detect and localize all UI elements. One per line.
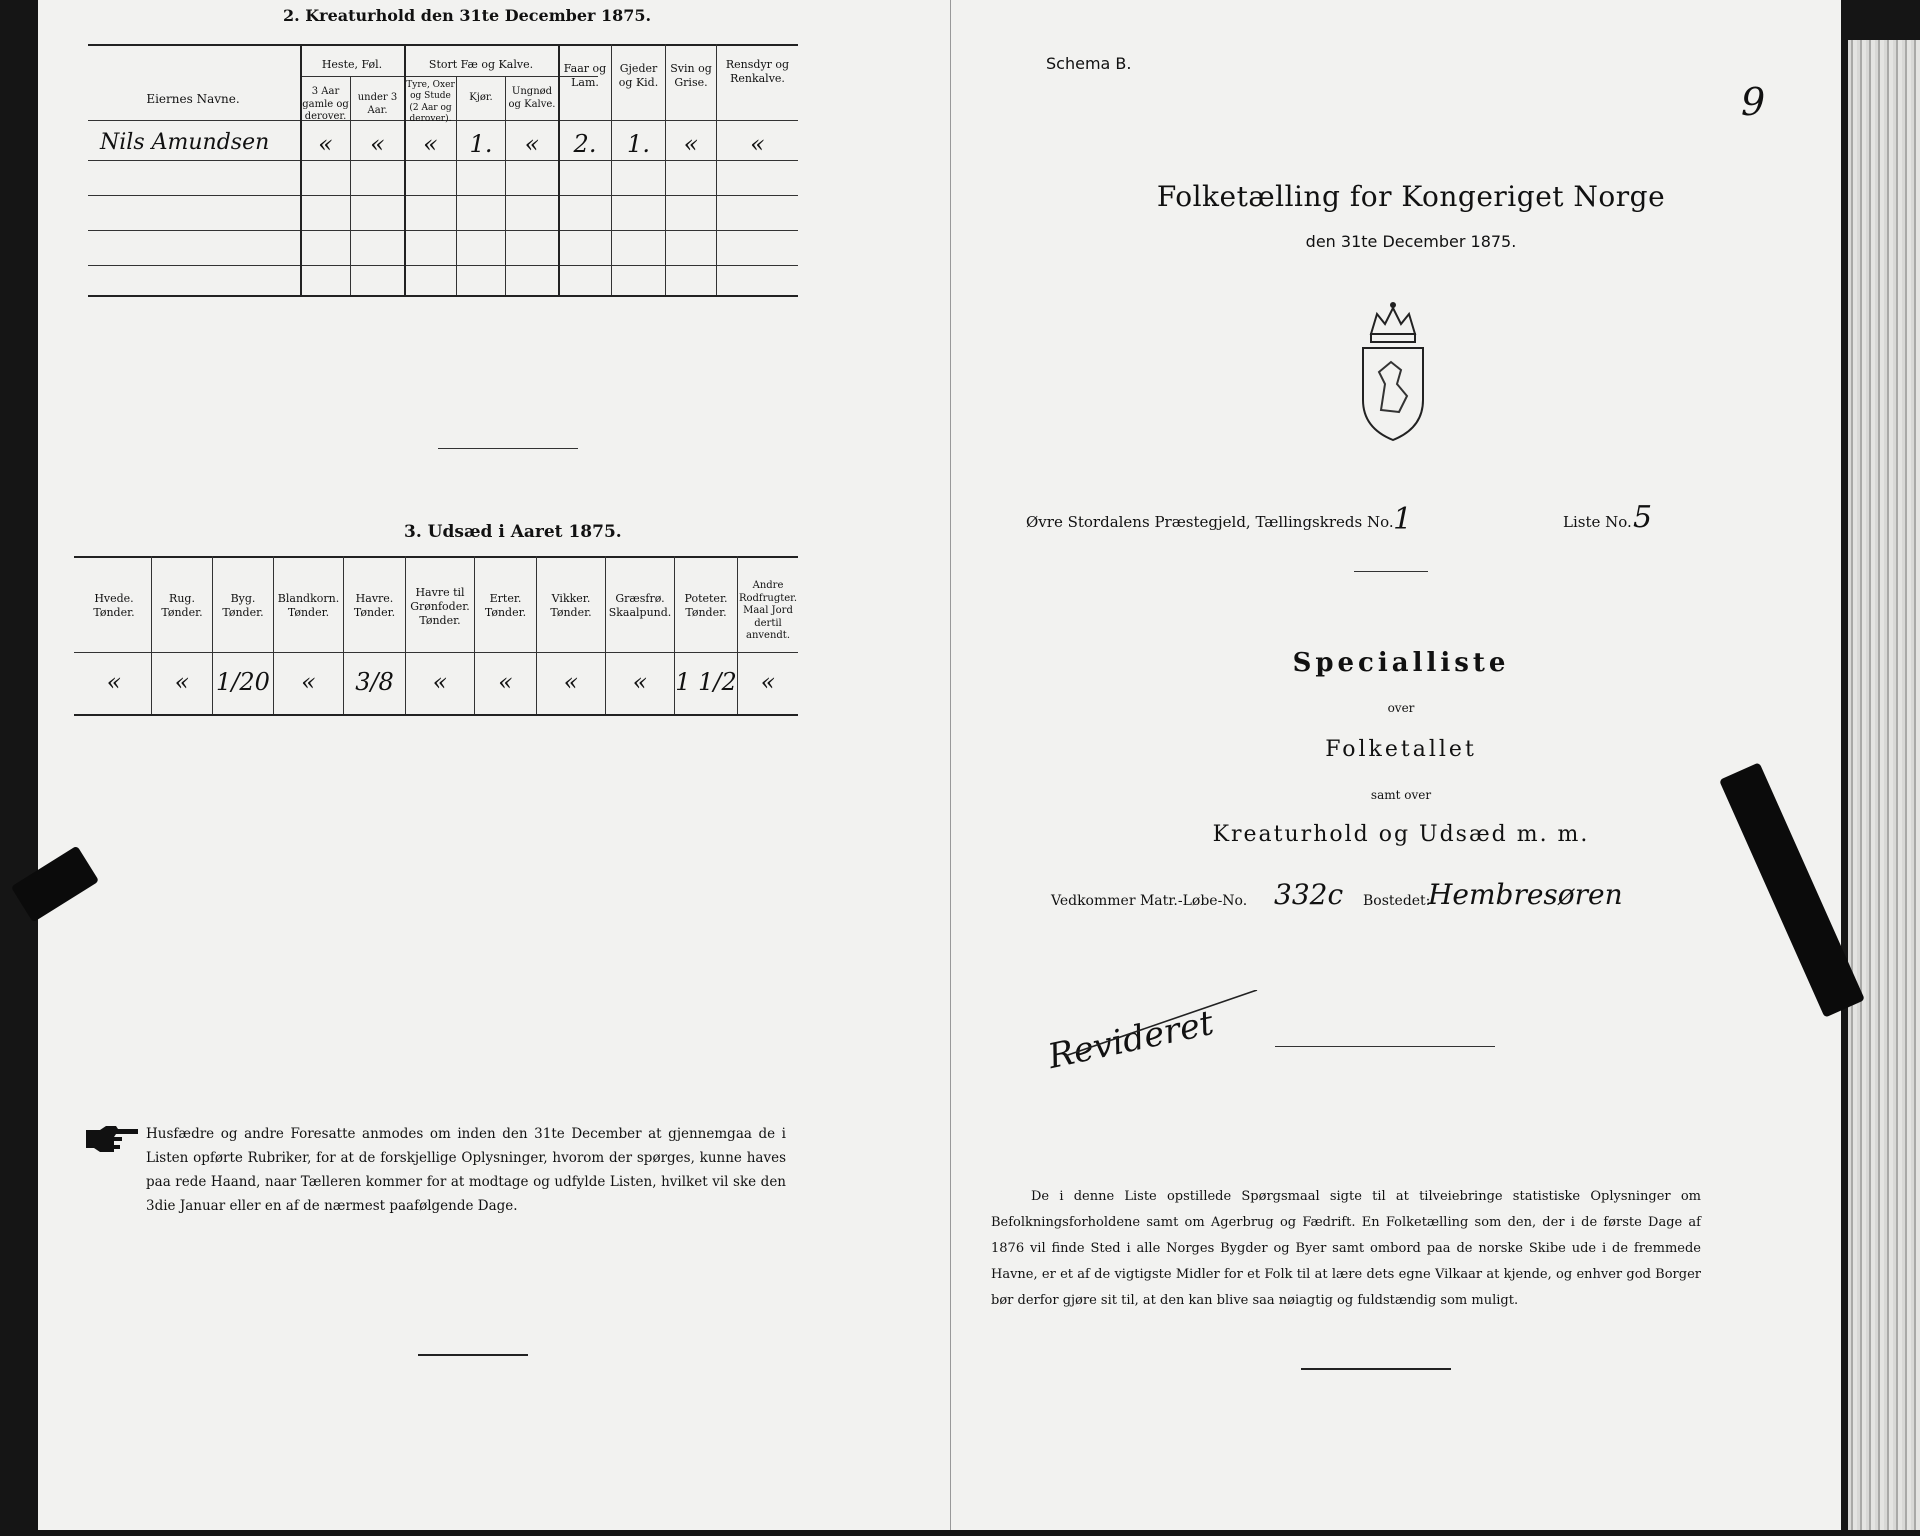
udsaed-value: 3/8: [355, 668, 394, 696]
specialliste-title: Specialliste: [1292, 648, 1510, 678]
udsaed-value: «: [632, 668, 648, 696]
owner-name: Nils Amundsen: [100, 130, 270, 155]
value-cell: «: [423, 130, 438, 158]
coat-of-arms-icon: [1351, 300, 1435, 442]
udsaed-value: «: [174, 668, 190, 696]
revidert-signature: Revideret: [1044, 1003, 1218, 1077]
folketallet-text: Folketallet: [1325, 737, 1477, 762]
udsaed-value: «: [301, 668, 316, 696]
udsaed-header: Havre. Tønder.: [353, 592, 396, 619]
census-date: den 31te December 1875.: [1305, 232, 1517, 251]
subheader-ungnod: Ungnød og Kalve.: [508, 86, 556, 110]
right-page: [951, 0, 1841, 1530]
subheader-under3: under 3 Aar.: [357, 92, 398, 116]
table2-col-rule: [456, 76, 457, 295]
udsaed-header: Græsfrø. Skaalpund.: [608, 592, 672, 619]
samt-over-text: samt over: [1370, 788, 1432, 802]
tellingskreds-number: 1: [1393, 502, 1413, 537]
udsaed-value: «: [106, 668, 122, 696]
udsaed-value: «: [432, 668, 448, 696]
value-cell: 2.: [573, 130, 597, 158]
section2-title: 2. Kreaturhold den 31te December 1875.: [283, 6, 652, 25]
liste-number: 5: [1633, 500, 1653, 535]
stort-fae-header: Stort Fæ og Kalve.: [428, 58, 534, 71]
page-edge-stack: [1848, 40, 1920, 1530]
svin-header: Svin og Grise.: [670, 62, 712, 89]
subheader-3aar: 3 Aar gamle og derover.: [302, 86, 349, 122]
table2-bottom-rule: [88, 295, 798, 297]
liste-label: Liste No.: [1563, 513, 1632, 531]
divider: [1275, 1046, 1495, 1047]
table2-row-rule: [88, 230, 798, 231]
owner-header: Eiernes Navne.: [146, 92, 240, 106]
faar-header: Faar og Lam.: [563, 62, 607, 89]
value-cell: 1.: [627, 130, 650, 158]
udsaed-header: Poteter. Tønder.: [684, 592, 728, 619]
table2-top-rule: [88, 44, 798, 46]
table3-header-rule: [74, 652, 798, 653]
table2-row-rule: [88, 195, 798, 196]
table2-group-rule: [300, 76, 598, 77]
section3-title: 3. Udsæd i Aaret 1875.: [404, 522, 622, 542]
udsaed-value: 1 1/2: [675, 668, 737, 696]
page-number: 9: [1741, 80, 1766, 124]
subheader-kjor: Kjør.: [469, 92, 493, 103]
value-cell: 1.: [469, 130, 493, 158]
udsaed-value: 1/20: [216, 668, 270, 696]
value-cell: «: [750, 130, 765, 158]
bosted-label: Bostedet:: [1363, 893, 1431, 909]
pointing-hand-icon: [86, 1126, 140, 1152]
udsaed-header: Hvede. Tønder.: [93, 592, 135, 619]
divider: [1354, 571, 1428, 572]
udsaed-value: «: [760, 668, 776, 696]
divider: [418, 1354, 528, 1356]
parish-label: Øvre Stordalens Præstegjeld, Tællingskreds No.: [1026, 513, 1394, 531]
bosted-value: Hembresøren: [1428, 878, 1623, 911]
table2-row-rule: [88, 160, 798, 161]
census-title: Folketælling for Kongeriget Norge: [1156, 180, 1666, 213]
heste-header: Heste, Føl.: [321, 58, 383, 71]
subheader-tyre: Tyre, Oxer og Stude (2 Aar og derover).: [406, 80, 455, 124]
table2-col-rule: [300, 44, 302, 295]
over-text: over: [1387, 701, 1415, 715]
udsaed-value: «: [498, 668, 513, 696]
udsaed-header: Byg. Tønder.: [222, 592, 264, 619]
udsaed-header: Blandkorn. Tønder.: [277, 592, 340, 619]
value-cell: «: [370, 130, 385, 158]
udsaed-header: Vikker. Tønder.: [550, 592, 592, 619]
table3-bottom-rule: [74, 714, 798, 716]
rensdyr-header: Rensdyr og Renkalve.: [725, 58, 790, 85]
udsaed-header: Havre til Grønfoder. Tønder.: [410, 586, 470, 627]
matr-number: 332c: [1274, 878, 1344, 911]
signature-flourish: [1061, 990, 1261, 1060]
gjeder-header: Gjeder og Kid.: [618, 62, 659, 89]
matr-label: Vedkommer Matr.-Løbe-No.: [1051, 893, 1248, 909]
divider: [1301, 1368, 1451, 1370]
footer-paragraph: De i denne Liste opstillede Spørgsmaal sigte til at tilveiebringe statistiske Oplysninger om Befolkningsforholdene samt om Agerbrug og Fædrift. En Folketælling som den, der i de første Dage af 1876 vil finde Sted i alle Norges Bygder og Byer samt ombord paa de norske Skibe ude i de fremmede Havne, er et af de vigtigste Midler for et Folk til at lære dets egne Vilkaar at kjende, og enhver god Borger bør derfor gjøre sit til, at den kan blive saa nøiagtig og fuldstændig som muligt.: [991, 1189, 1701, 1308]
instruction-note: Husfædre og andre Foresatte anmodes om inden den 31te December at gjennemgaa de i Listen opførte Rubriker, for at de forskjellige Oplysninger, hvorom der spørges, kunne haves paa rede Haand, naar Tælleren kommer for at modtage og udfylde Listen, hvilket vil ske den 3die Januar eller en af de nærmest paafølgende Dage.: [146, 1126, 786, 1214]
kreaturhold-text: Kreaturhold og Udsæd m. m.: [1212, 822, 1590, 847]
divider: [438, 448, 578, 449]
udsaed-header: Rug. Tønder.: [161, 592, 203, 619]
udsaed-header: Erter. Tønder.: [484, 592, 527, 619]
schema-label: Schema B.: [1046, 54, 1132, 73]
udsaed-header: Andre Rodfrugter. Maal Jord dertil anvendt.: [738, 580, 798, 641]
table2-row-rule: [88, 265, 798, 266]
value-cell: «: [318, 130, 333, 158]
table3-top-rule: [74, 556, 798, 558]
left-page: [38, 0, 951, 1530]
value-cell: «: [524, 130, 540, 158]
udsaed-value: «: [563, 668, 579, 696]
value-cell: «: [683, 130, 699, 158]
